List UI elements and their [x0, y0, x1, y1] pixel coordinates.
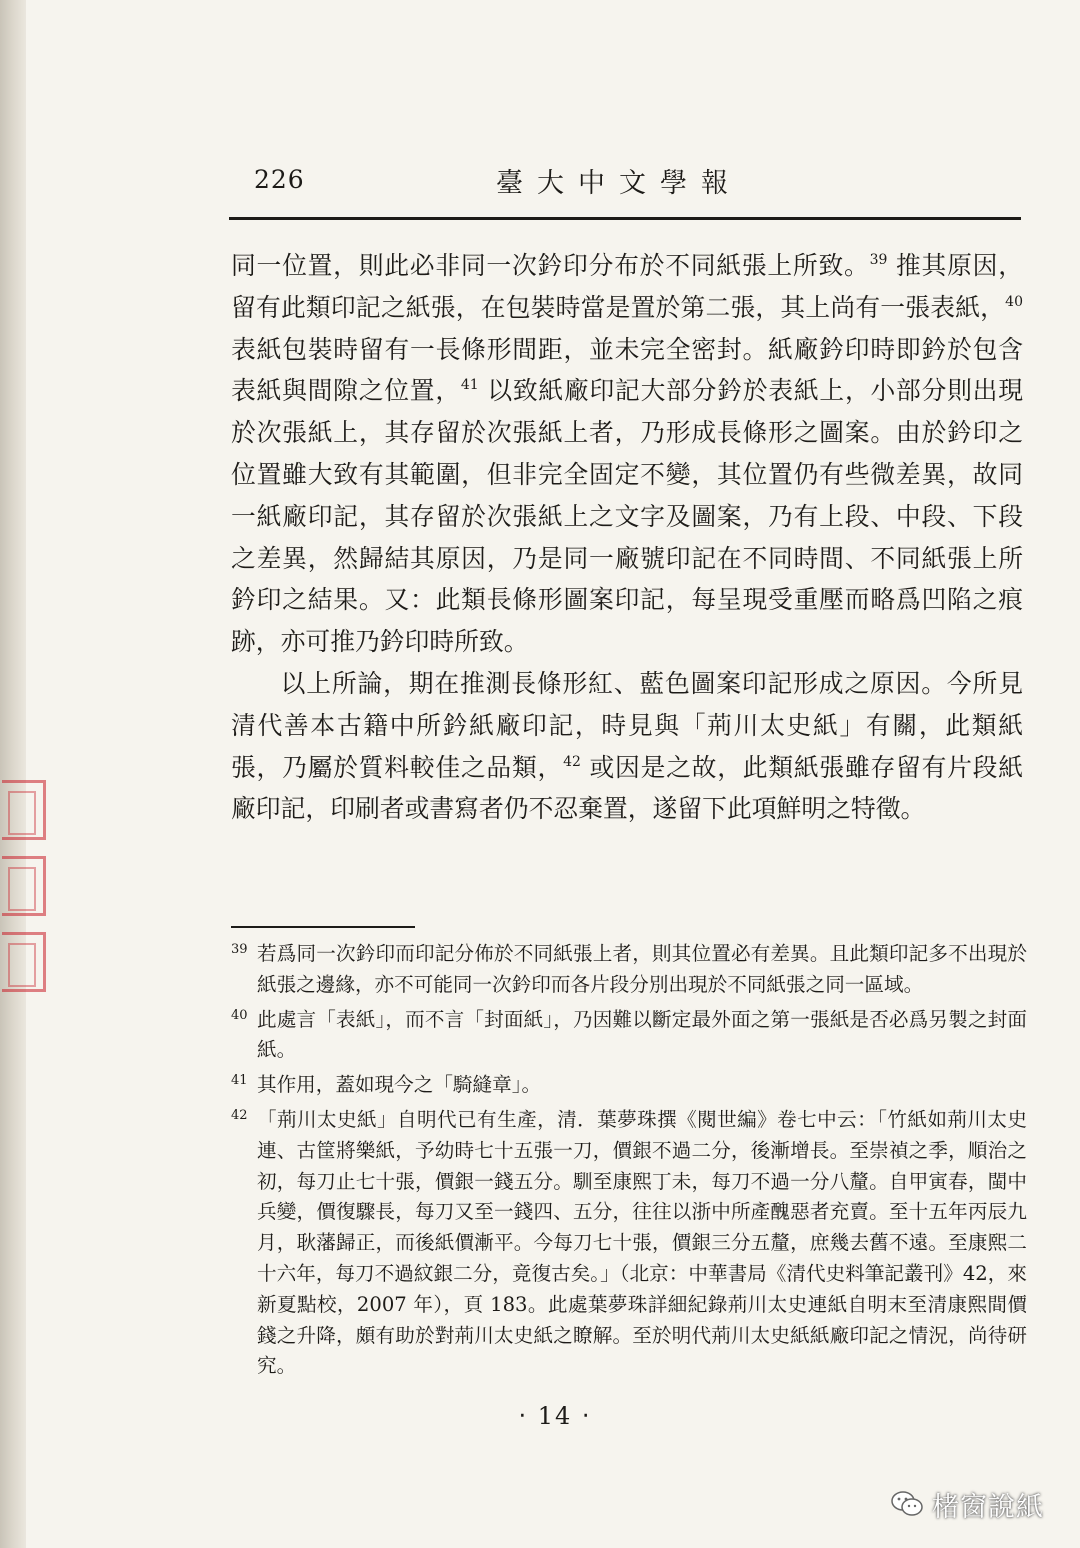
footnote-ref[interactable]: 39 — [869, 252, 888, 268]
footnote-number: 41 — [231, 1073, 248, 1089]
body-text — [231, 245, 1023, 830]
footnotes — [231, 939, 1027, 1386]
body-paragraph — [231, 245, 1023, 663]
footnote-number: 42 — [231, 1107, 248, 1123]
footnote-text: 若爲同一次鈐印而印記分佈於不同紙張上者，則其位置必有差異。且此類印記多不出現於紙張之邊緣，亦不可能同一次鈐印而各片段分別出現於不同紙張之同一區域。 — [257, 942, 1027, 996]
footnote — [231, 1105, 1027, 1382]
body-text-run: 以上所論，期在推測長條形紅、藍色圖案印記形成之原因。今所見清代善本古籍中所鈐紙廠印記，時見與「荊川太史紙」有關，此類紙張，乃屬於質料較佳之品類， — [231, 668, 1023, 782]
header-rule — [229, 217, 1021, 220]
body-text-run: 以致紙廠印記大部分鈐於表紙上，小部分則出現於次張紙上，其存留於次張紙上者，乃形成長條形之圖案。由於鈐印之位置雖大致有其範圍，但非完全固定不變，其位置仍有些微差異，故同一紙廠印記，其存留於次張紙上之文字及圖案，乃有上段、中段、下段之差異，然歸結其原因，乃是同一廠號印記在不同時間、不同紙張上所鈐印之結果。又：此類長條形圖案印記，每呈現受重壓而略爲凹陷之痕跡，亦可推乃鈐印時所致。 — [231, 376, 1023, 657]
seal-fragment — [2, 856, 46, 916]
footnote — [231, 939, 1027, 1001]
body-text-run: 同一位置，則此必非同一次鈐印分布於不同紙張上所致。 — [231, 251, 870, 280]
wechat-icon — [890, 1490, 924, 1518]
red-seal-stamp — [0, 770, 50, 1000]
footnote-number: 39 — [231, 942, 248, 957]
footnote — [231, 1005, 1027, 1067]
folio-number: ‧ 14 ‧ — [518, 1402, 592, 1430]
footnote-separator — [231, 926, 415, 928]
body-text-run: 推其原因，留有此類印記之紙張，在包裝時當是置於第二張，其上尚有一張表紙， — [231, 251, 1023, 322]
footnote-text: 「荊川太史紙」自明代已有生產，清．葉夢珠撰《閱世編》卷七中云：「竹紙如荊川太史連、古筐將樂紙，予幼時七十五張一刀，價銀不過二分，後漸增長。至崇禎之季，順治之初，每刀止七十張，價銀一錢五分。馴至康熙丁未，每刀不過一分八釐。自甲寅春，閩中兵變，價復驟長，每刀又至一錢四、五分，往往以浙中所產醜惡者充賣。至十五年丙辰九月，耿藩歸正，而後紙價漸平。今每刀七十張，價銀三分五釐，庶幾去舊不遠。至康熙二十六年，每刀不過紋銀二分，竟復古矣。」（北京：中華書局《清代史料筆記叢刊》42，來新夏點校，2007 年），頁 183。此處葉夢珠詳細紀錄荊川太史連紙自明末至清康熙間價錢之升降，頗有助於對荊川太史紙之瞭解。至於明代荊川太史紙紙廠印記之情況，尚待研究。 — [257, 1107, 1027, 1378]
footnote-text: 其作用，蓋如現今之「騎縫章」。 — [257, 1073, 542, 1097]
footnote-ref[interactable]: 40 — [1005, 293, 1023, 310]
watermark-text: 楮窗說紙 — [932, 1491, 1044, 1523]
page-number: 226 — [254, 165, 305, 194]
footnote-ref[interactable]: 42 — [563, 753, 581, 770]
footnote-ref[interactable]: 41 — [460, 377, 479, 394]
footnote — [231, 1070, 1027, 1101]
running-header — [226, 165, 1022, 205]
journal-title: 臺大中文學報 — [496, 168, 742, 199]
body-text-run: 或因是之故，此類紙張雖存留有片段紙廠印記，印刷者或書寫者仍不忍棄置，遂留下此項鮮明之特徵。 — [231, 752, 1023, 824]
footnote-text: 此處言「表紙」，而不言「封面紙」，乃因難以斷定最外面之第一張紙是否必爲另製之封面紙。 — [257, 1007, 1027, 1062]
body-text-run: 表紙包裝時留有一長條形間距，並未完全密封。紙廠鈐印時即鈐於包含表紙與間隙之位置， — [231, 334, 1023, 406]
folio — [0, 1402, 1080, 1430]
seal-fragment — [2, 932, 46, 992]
body-paragraph — [231, 663, 1023, 830]
seal-fragment — [2, 780, 46, 840]
footnote-number: 40 — [231, 1007, 248, 1023]
watermark — [890, 1486, 1044, 1522]
